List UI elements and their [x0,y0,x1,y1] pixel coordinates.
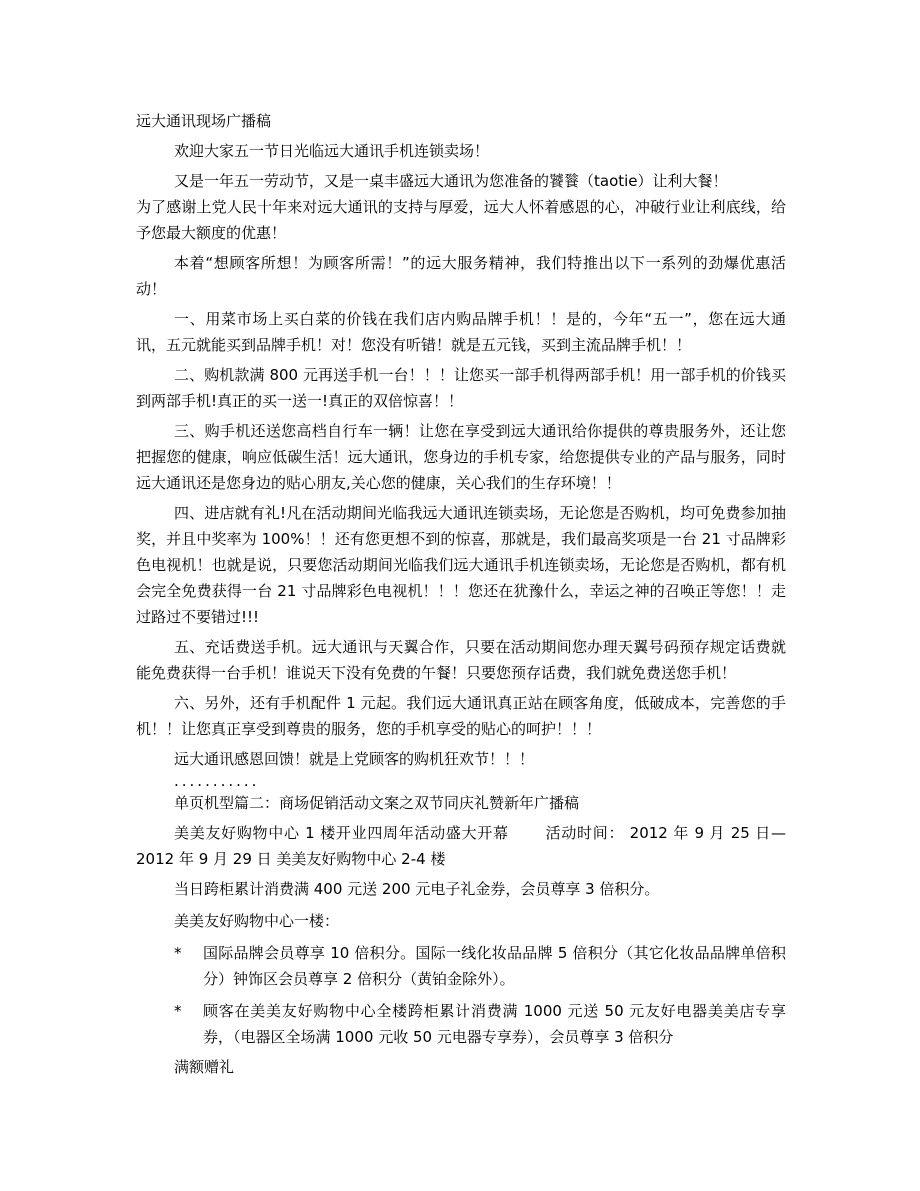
bullet-asterisk: * [174,944,182,962]
section2-closing: 满额赠礼 [174,1058,235,1076]
paragraph-welcome: 欢迎大家五一节日光临远大通讯手机连锁卖场！ [174,142,490,160]
paragraph-offer-3: 三、购手机还送您高档自行车一辆！让您在享受到远大通讯给你提供的尊贵服务外，还让您把握您的健康，响应低碳生活！远大通讯，您身边的手机专家，给您提供专业的产品与服务，同时远大通讯还是您身边的贴心朋友,关心您的健康，关心我们的生存环境！！ [136,422,786,492]
bullet-text: 国际品牌会员尊享 10 倍积分。国际一线化妆品品牌 5 倍积分（其它化妆品品牌单倍积分）钟饰区会员尊享 2 倍积分（黄铂金除外）。 [203,944,786,988]
list-item [174,940,786,992]
section2-heading: 单页机型篇二：商场促销活动文案之双节同庆礼赞新年广播稿 [174,794,580,812]
paragraph-holiday: 又是一年五一劳动节，又是一桌丰盛远大通讯为您准备的饕餮（taotie）让利大餐！ [174,172,728,190]
paragraph-spirit: 本着“想顾客所想！为顾客所需！”的远大服务精神，我们特推出以下一系列的劲爆优惠活动！ [136,254,786,298]
paragraph-thanks: 为了感谢上党人民十年来对远大通讯的支持与厚爱，远大人怀着感恩的心，冲破行业让利底线，给予您最大额度的优惠！ [136,198,786,242]
separator-dots: ........... [174,772,260,790]
section2-floor: 美美友好购物中心一楼： [174,912,340,930]
paragraph-offer-6: 六、另外，还有手机配件 1 元起。我们远大通讯真正站在顾客角度，低破成本，完善您的手机！！让您真正享受到尊贵的服务，您的手机享受的贴心的呵护！！！ [136,694,786,738]
paragraph-offer-5: 五、充话费送手机。远大通讯与天翼合作，只要在活动期间您办理天翼号码预存规定话费就能免费获得一台手机！谁说天下没有免费的午餐！只要您预存话费，我们就免费送您手机！ [136,638,786,682]
paragraph-offer-2: 二、购机款满 800 元再送手机一台！！！让您买一部手机得两部手机！用一部手机的价钱买到两部手机!真正的买一送一!真正的双倍惊喜！！ [136,366,786,410]
document-page [136,108,786,1080]
paragraph-closing: 远大通讯感恩回馈！就是上党顾客的购机狂欢节！！！ [174,750,535,768]
list-item [174,998,786,1050]
section2-promo: 当日跨柜累计消费满 400 元送 200 元电子礼金券，会员尊享 3 倍积分。 [174,880,660,898]
paragraph-offer-1: 一、用菜市场上买白菜的价钱在我们店内购品牌手机！！是的，今年“五一”，您在远大通讯，五元就能买到品牌手机！对！您没有听错！就是五元钱，买到主流品牌手机！！ [136,310,786,354]
bullet-text: 顾客在美美友好购物中心全楼跨柜累计消费满 1000 元送 50 元友好电器美美店专享券，（电器区全场满 1000 元收 50 元电器专享券），会员尊享 3 倍积分 [203,1002,786,1046]
paragraph-offer-4: 四、进店就有礼!凡在活动期间光临我远大通讯连锁卖场，无论您是否购机，均可免费参加抽奖，并且中奖率为 100%！！还有您更想不到的惊喜，那就是，我们最高奖项是一台 21 寸品牌彩色电视机！也就是说，只要您活动期间光临我们远大通讯手机连锁卖场，无论您是否购机，都有机会完全免费获得一台 21 寸品牌彩色电视机！！！您还在犹豫什么，幸运之神的召唤正等您！！走过路过不要错过!!! [136,504,786,626]
document-title: 远大通讯现场广播稿 [136,112,272,130]
bullet-asterisk: * [174,1002,182,1020]
section2-intro: 美美友好购物中心 1 楼开业四周年活动盛大开幕 活动时间： 2012 年 9 月 25 日—2012 年 9 月 29 日 美美友好购物中心 2-4 楼 [136,824,786,868]
